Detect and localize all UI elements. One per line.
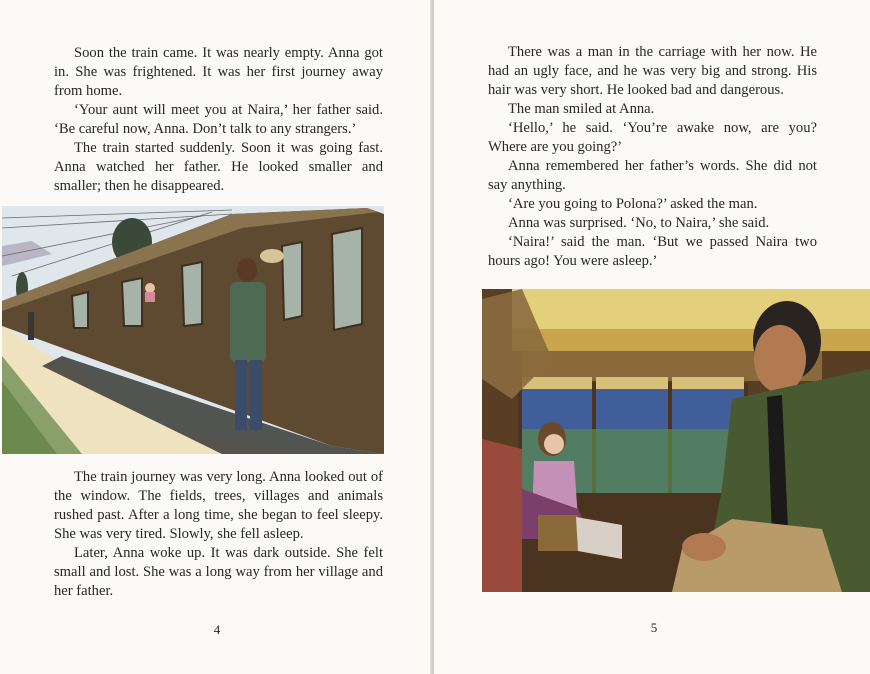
paragraph: Anna was surprised. ‘No, to Naira,’ she said. bbox=[508, 215, 770, 231]
paragraph: ‘Your aunt will meet you at Naira,’ her father said. ‘Be careful now, Anna. Don’t talk to any strangers.’ bbox=[54, 102, 383, 137]
left-page-text-bottom bbox=[54, 468, 383, 601]
right-page bbox=[434, 0, 870, 674]
paragraph: The train journey was very long. Anna looked out of the window. The fields, trees, villages and animals rushed past. After a long time, she began to feel sleepy. She was very tired. Slowly, she fell asleep. bbox=[54, 469, 383, 542]
page-number: 4 bbox=[213, 622, 221, 637]
illustration-train-platform bbox=[2, 206, 384, 454]
paragraph: ‘Hello,’ he said. ‘You’re awake now, are you? Where are you going?’ bbox=[488, 120, 817, 155]
paragraph: Anna remembered her father’s words. She did not say anything. bbox=[488, 158, 817, 193]
right-page-text bbox=[488, 43, 817, 271]
paragraph: ‘Are you going to Polona?’ asked the man. bbox=[508, 196, 758, 212]
left-page bbox=[0, 0, 432, 674]
paragraph: Later, Anna woke up. It was dark outside. She felt small and lost. She was a long way from her village and her father. bbox=[54, 545, 383, 599]
left-page-text-top bbox=[54, 44, 383, 196]
paragraph: There was a man in the carriage with her now. He had an ugly face, and he was very big and strong. His hair was very short. He looked bad and dangerous. bbox=[488, 44, 817, 98]
paragraph: The man smiled at Anna. bbox=[508, 101, 655, 117]
paragraph: ‘Naira!’ said the man. ‘But we passed Naira two hours ago! You were asleep.’ bbox=[488, 234, 817, 269]
illustration-train-carriage bbox=[482, 289, 870, 592]
paragraph: The train started suddenly. Soon it was going fast. Anna watched her father. He looked smaller and smaller; then he disappeared. bbox=[54, 140, 383, 194]
paragraph: Soon the train came. It was nearly empty. Anna got in. She was frightened. It was her first journey away from home. bbox=[54, 45, 383, 99]
page-number: 5 bbox=[650, 620, 658, 635]
